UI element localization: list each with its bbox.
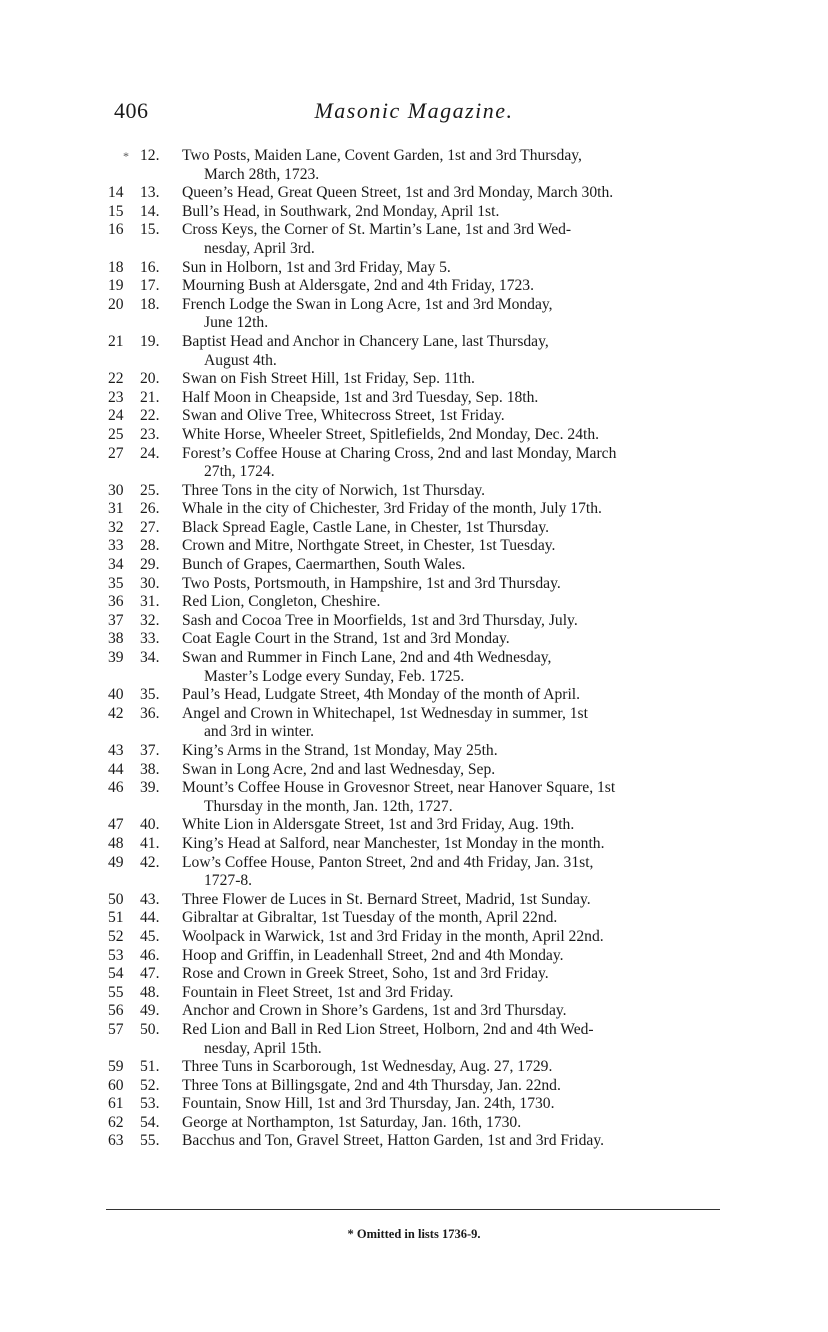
- entry-number: 48.: [140, 983, 160, 1001]
- entry-text: White Horse, Wheeler Street, Spitlefields, 2nd Monday, Dec. 24th.: [182, 425, 600, 443]
- entry-continuation: and 3rd in winter.: [204, 723, 315, 741]
- entry-number: 25.: [140, 481, 160, 499]
- lodge-entry: [108, 779, 720, 816]
- entry-number: 13.: [140, 184, 160, 202]
- entry-text: George at Northampton, 1st Saturday, Jan. 16th, 1730.: [182, 1113, 522, 1131]
- lodge-entry: [108, 909, 720, 928]
- lodge-entry: [108, 184, 720, 203]
- entry-text: Three Tons in the city of Norwich, 1st Thursday.: [182, 481, 486, 499]
- entry-ref-number: 60: [108, 1076, 124, 1094]
- entry-text: Two Posts, Portsmouth, in Hampshire, 1st and 3rd Thursday.: [182, 574, 561, 592]
- entry-ref-number: 55: [108, 983, 124, 1001]
- lodge-entry: [108, 500, 720, 519]
- entry-number: 26.: [140, 500, 160, 518]
- lodge-entry: [108, 519, 720, 538]
- lodge-entry: [108, 965, 720, 984]
- lodge-entry: [108, 221, 720, 258]
- entry-text: Rose and Crown in Greek Street, Soho, 1st and 3rd Friday.: [182, 965, 549, 983]
- entry-ref-number: 51: [108, 909, 124, 927]
- entry-ref-number: 48: [108, 834, 124, 852]
- entry-continuation: June 12th.: [204, 314, 269, 332]
- entry-number: 15.: [140, 221, 160, 239]
- lodge-entry: [108, 630, 720, 649]
- entry-number: 24.: [140, 444, 160, 462]
- entry-number: 45.: [140, 927, 160, 945]
- entry-number: 42.: [140, 853, 160, 871]
- entry-number: 34.: [140, 649, 160, 667]
- entry-ref-number: 24: [108, 407, 124, 425]
- entry-text: French Lodge the Swan in Long Acre, 1st and 3rd Monday,: [182, 295, 553, 313]
- lodge-entry: [108, 1114, 720, 1133]
- entry-text: Sun in Holborn, 1st and 3rd Friday, May 5.: [182, 258, 451, 276]
- entry-number: 23.: [140, 425, 160, 443]
- lodge-entry: [108, 742, 720, 761]
- entry-number: 53.: [140, 1095, 160, 1113]
- entry-text: Red Lion and Ball in Red Lion Street, Holborn, 2nd and 4th Wed-: [182, 1020, 594, 1038]
- lodge-entry: [108, 445, 720, 482]
- lodge-entry: [108, 370, 720, 389]
- entry-text: Anchor and Crown in Shore’s Gardens, 1st and 3rd Thursday.: [182, 1002, 567, 1020]
- lodge-entry: [108, 277, 720, 296]
- entry-ref-number: 38: [108, 630, 124, 648]
- entry-ref-number: 19: [108, 277, 124, 295]
- entry-ref-number: 42: [108, 704, 124, 722]
- entry-continuation: Master’s Lodge every Sunday, Feb. 1725.: [204, 667, 465, 685]
- entry-text: Black Spread Eagle, Castle Lane, in Chester, 1st Thursday.: [182, 518, 550, 536]
- lodge-entry: [108, 389, 720, 408]
- entry-ref-number: 46: [108, 779, 124, 797]
- entry-text: Baptist Head and Anchor in Chancery Lane, last Thursday,: [182, 332, 549, 350]
- entry-ref-number: 40: [108, 686, 124, 704]
- lodge-entry: [108, 482, 720, 501]
- entry-ref-number: 16: [108, 221, 124, 239]
- entry-ref-number: 43: [108, 742, 124, 759]
- entry-ref-number: *: [123, 149, 129, 163]
- lodge-entry: [108, 575, 720, 594]
- entry-continuation: nesday, April 15th.: [204, 1039, 322, 1057]
- entry-ref-number: 56: [108, 1002, 124, 1020]
- entry-ref-number: 37: [108, 611, 124, 629]
- entry-ref-number: 47: [108, 816, 124, 834]
- entry-number: 29.: [140, 556, 160, 574]
- entry-number: 49.: [140, 1002, 160, 1020]
- entry-number: 39.: [140, 779, 160, 797]
- entry-ref-number: 15: [108, 202, 124, 220]
- entry-number: 50.: [140, 1020, 160, 1038]
- lodge-entry: [108, 407, 720, 426]
- entry-continuation: nesday, April 3rd.: [204, 239, 315, 257]
- entry-number: 32.: [140, 611, 160, 629]
- entry-number: 55.: [140, 1132, 160, 1150]
- entry-text: Queen’s Head, Great Queen Street, 1st and 3rd Monday, March 30th.: [182, 184, 614, 202]
- entry-number: 51.: [140, 1058, 160, 1076]
- entry-ref-number: 30: [108, 481, 124, 499]
- footnote: * Omitted in lists 1736-9.: [347, 1227, 481, 1241]
- entry-text: King’s Arms in the Strand, 1st Monday, May 25th.: [182, 742, 498, 759]
- entry-text: Fountain in Fleet Street, 1st and 3rd Friday.: [182, 983, 454, 1001]
- entry-ref-number: 61: [108, 1095, 124, 1113]
- entry-continuation: 1727-8.: [204, 872, 253, 890]
- entry-ref-number: 49: [108, 853, 124, 871]
- lodge-entry: [108, 333, 720, 370]
- entry-number: 22.: [140, 407, 160, 425]
- entry-text: Fountain, Snow Hill, 1st and 3rd Thursday, Jan. 24th, 1730.: [182, 1095, 555, 1113]
- lodge-entry: [108, 296, 720, 333]
- entry-text: Low’s Coffee House, Panton Street, 2nd and 4th Friday, Jan. 31st,: [182, 853, 594, 871]
- entry-ref-number: 23: [108, 388, 124, 406]
- entry-continuation: 27th, 1724.: [204, 463, 275, 481]
- entry-text: Three Tons at Billingsgate, 2nd and 4th Thursday, Jan. 22nd.: [182, 1076, 561, 1094]
- entry-text: Three Tuns in Scarborough, 1st Wednesday, Aug. 27, 1729.: [182, 1058, 553, 1076]
- entry-text: Gibraltar at Gibraltar, 1st Tuesday of the month, April 22nd.: [182, 909, 558, 927]
- entry-number: 14.: [140, 202, 160, 220]
- entry-ref-number: 57: [108, 1020, 124, 1038]
- entry-ref-number: 31: [108, 500, 124, 518]
- entry-number: 30.: [140, 574, 160, 592]
- lodge-list: [108, 147, 720, 1151]
- lodge-entry: [108, 891, 720, 910]
- entry-text: King’s Head at Salford, near Manchester, 1st Monday in the month.: [182, 834, 605, 852]
- lodge-entry: [108, 1095, 720, 1114]
- entry-ref-number: 32: [108, 518, 124, 536]
- entry-number: 41.: [140, 834, 160, 852]
- entry-number: 16.: [140, 258, 160, 276]
- lodge-entry: [108, 556, 720, 575]
- lodge-entry: [108, 147, 720, 184]
- running-title: Masonic Magazine.: [314, 98, 514, 123]
- entry-number: 44.: [140, 909, 160, 927]
- entry-text: Whale in the city of Chichester, 3rd Friday of the month, July 17th.: [182, 500, 602, 518]
- lodge-entry: [108, 1021, 720, 1058]
- entry-number: 31.: [140, 593, 160, 611]
- lodge-entry: [108, 705, 720, 742]
- entry-number: 28.: [140, 537, 160, 555]
- lodge-entry: [108, 761, 720, 780]
- entry-ref-number: 62: [108, 1113, 124, 1131]
- entry-ref-number: 44: [108, 760, 124, 778]
- lodge-entry: [108, 1002, 720, 1021]
- entry-number: 47.: [140, 965, 160, 983]
- entry-ref-number: 53: [108, 946, 124, 964]
- entry-number: 54.: [140, 1113, 160, 1131]
- entry-ref-number: 25: [108, 425, 124, 443]
- entry-ref-number: 27: [108, 444, 124, 462]
- entry-number: 37.: [140, 742, 160, 759]
- entry-ref-number: 50: [108, 890, 124, 908]
- entry-text: Paul’s Head, Ludgate Street, 4th Monday of the month of April.: [182, 686, 581, 704]
- lodge-entry: [108, 612, 720, 631]
- entry-text: Hoop and Griffin, in Leadenhall Street, 2nd and 4th Monday.: [182, 946, 564, 964]
- entry-text: Swan in Long Acre, 2nd and last Wednesday, Sep.: [182, 760, 496, 778]
- entry-ref-number: 18: [108, 258, 124, 276]
- entry-text: Mourning Bush at Aldersgate, 2nd and 4th Friday, 1723.: [182, 277, 534, 295]
- entry-text: Angel and Crown in Whitechapel, 1st Wednesday in summer, 1st: [182, 704, 588, 722]
- entry-text: Bunch of Grapes, Caermarthen, South Wales.: [182, 556, 466, 574]
- entry-text: Forest’s Coffee House at Charing Cross, 2nd and last Monday, March: [182, 444, 617, 462]
- entry-ref-number: 39: [108, 649, 124, 667]
- lodge-entry: [108, 1077, 720, 1096]
- entry-number: 36.: [140, 704, 160, 722]
- entry-text: Red Lion, Congleton, Cheshire.: [182, 593, 381, 611]
- entry-text: Cross Keys, the Corner of St. Martin’s Lane, 1st and 3rd Wed-: [182, 221, 572, 239]
- entry-text: White Lion in Aldersgate Street, 1st and 3rd Friday, Aug. 19th.: [182, 816, 575, 834]
- lodge-entry: [108, 537, 720, 556]
- entry-text: Crown and Mitre, Northgate Street, in Chester, 1st Tuesday.: [182, 537, 556, 555]
- lodge-entry: [108, 928, 720, 947]
- lodge-entry: [108, 835, 720, 854]
- entry-ref-number: 22: [108, 370, 124, 388]
- entry-number: 20.: [140, 370, 160, 388]
- entry-text: Woolpack in Warwick, 1st and 3rd Friday in the month, April 22nd.: [182, 927, 604, 945]
- lodge-entry: [108, 203, 720, 222]
- entry-ref-number: 33: [108, 537, 124, 555]
- entry-continuation: August 4th.: [204, 351, 277, 369]
- lodge-entry: [108, 259, 720, 278]
- entry-ref-number: 52: [108, 927, 124, 945]
- entry-number: 46.: [140, 946, 160, 964]
- entry-ref-number: 35: [108, 574, 124, 592]
- entry-continuation: March 28th, 1723.: [204, 165, 320, 183]
- entry-ref-number: 36: [108, 593, 124, 611]
- lodge-entry: [108, 426, 720, 445]
- entry-text: Bull’s Head, in Southwark, 2nd Monday, April 1st.: [182, 202, 500, 220]
- lodge-entry: [108, 686, 720, 705]
- entry-text: Swan and Rummer in Finch Lane, 2nd and 4th Wednesday,: [182, 649, 552, 667]
- lodge-entry: [108, 593, 720, 612]
- entry-number: 12.: [140, 147, 160, 164]
- entry-number: 38.: [140, 760, 160, 778]
- entry-text: Sash and Cocoa Tree in Moorfields, 1st and 3rd Thursday, July.: [182, 611, 578, 629]
- entry-number: 27.: [140, 518, 160, 536]
- entry-number: 21.: [140, 388, 160, 406]
- entry-text: Three Flower de Luces in St. Bernard Street, Madrid, 1st Sunday.: [182, 890, 591, 908]
- entry-ref-number: 54: [108, 965, 124, 983]
- entry-text: Swan and Olive Tree, Whitecross Street, 1st Friday.: [182, 407, 505, 425]
- entry-ref-number: 14: [108, 184, 124, 202]
- entry-ref-number: 34: [108, 556, 124, 574]
- entry-text: Swan on Fish Street Hill, 1st Friday, Sep. 11th.: [182, 370, 475, 388]
- entry-number: 19.: [140, 332, 160, 350]
- lodge-entry: [108, 1132, 720, 1151]
- entry-number: 52.: [140, 1076, 160, 1094]
- entry-number: 43.: [140, 890, 160, 908]
- entry-text: Coat Eagle Court in the Strand, 1st and 3rd Monday.: [182, 630, 510, 648]
- entry-ref-number: 59: [108, 1058, 124, 1076]
- lodge-entry: [108, 816, 720, 835]
- entry-number: 17.: [140, 277, 160, 295]
- entry-number: 33.: [140, 630, 160, 648]
- entry-text: Half Moon in Cheapside, 1st and 3rd Tuesday, Sep. 18th.: [182, 388, 539, 406]
- entry-text: Bacchus and Ton, Gravel Street, Hatton Garden, 1st and 3rd Friday.: [182, 1132, 604, 1150]
- entry-continuation: Thursday in the month, Jan. 12th, 1727.: [204, 797, 453, 815]
- lodge-entry: [108, 649, 720, 686]
- lodge-entry: [108, 1058, 720, 1077]
- entry-ref-number: 21: [108, 332, 124, 350]
- lodge-entry: [108, 984, 720, 1003]
- page-number: 406: [114, 98, 149, 123]
- entry-number: 18.: [140, 295, 160, 313]
- entry-text: Two Posts, Maiden Lane, Covent Garden, 1st and 3rd Thursday,: [182, 147, 582, 164]
- lodge-entry: [108, 947, 720, 966]
- entry-ref-number: 63: [108, 1132, 124, 1150]
- entry-ref-number: 20: [108, 295, 124, 313]
- footnote-rule: [106, 1209, 720, 1210]
- entry-number: 35.: [140, 686, 160, 704]
- entry-text: Mount’s Coffee House in Grovesnor Street, near Hanover Square, 1st: [182, 779, 616, 797]
- lodge-entry: [108, 854, 720, 891]
- entry-number: 40.: [140, 816, 160, 834]
